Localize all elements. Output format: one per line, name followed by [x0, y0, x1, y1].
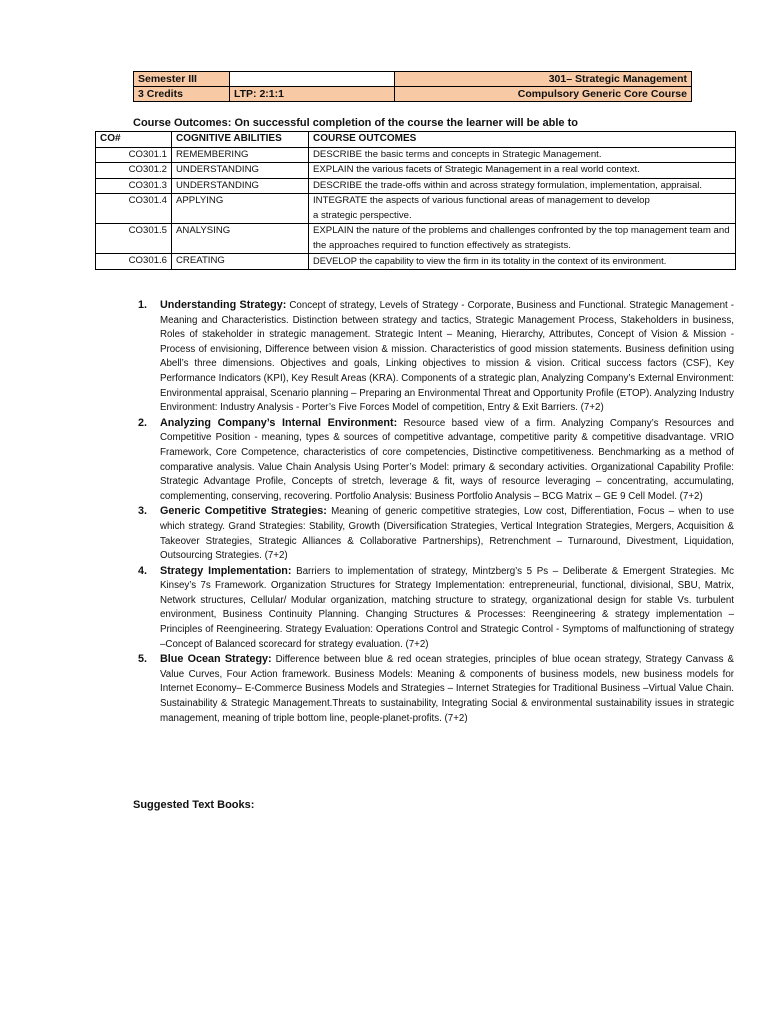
outcomes-header-row [96, 132, 736, 148]
cognitive-ability: UNDERSTANDING [172, 163, 309, 179]
course-outcome: DEVELOP the capability to view the firm in its totality in the context of its environment. [309, 254, 736, 270]
co-number: CO301.4 [96, 194, 172, 224]
semester-cell: Semester III [134, 72, 230, 87]
syllabus-units-list [138, 298, 734, 726]
course-outcome: DESCRIBE the trade-offs within and across strategy formulation, implementation, appraisal. [309, 178, 736, 194]
course-outcomes-table [95, 131, 736, 270]
course-title-cell: 301– Strategic Management [395, 72, 692, 87]
unit-title: Strategy Implementation: [160, 564, 292, 577]
suggested-books-heading: Suggested Text Books: [133, 799, 255, 811]
cognitive-ability: CREATING [172, 254, 309, 270]
col-header-outcome: COURSE OUTCOMES [309, 132, 736, 148]
unit-text: Meaning of generic competitive strategies, Low cost, Differentiation, Focus – when to use which strategy. Grand Strategies: Stability, Growth (Diversification Strategies, Vertical Integration Strategies, Mergers, Acquisition & Takeover Strategies, Strategic Alliances & Collaborative Partnerships), Retrenchment – Turnaround, Divestment, Liquidation, Outsourcing Strategies. (7+2) [160, 506, 734, 562]
unit-title: Understanding Strategy: [160, 299, 287, 311]
cognitive-ability: UNDERSTANDING [172, 178, 309, 194]
course-outcome: DESCRIBE the basic terms and concepts in Strategic Management. [309, 147, 736, 163]
ltp-cell: LTP: 2:1:1 [230, 87, 395, 102]
col-header-ability: COGNITIVE ABILITIES [172, 132, 309, 148]
table-row [96, 178, 736, 194]
course-outcome: EXPLAIN the various facets of Strategic Management in a real world context. [309, 163, 736, 179]
unit-number: 1. [138, 299, 148, 311]
list-item [138, 504, 734, 563]
col-header-co: CO# [96, 132, 172, 148]
unit-text: Difference between blue & red ocean strategies, principles of blue ocean strategy, Strategy Canvass & Value Curves, Four Action framework. Business Models: Meaning & components of business models, new business models for Internet Economy– E-Commerce Business Models and Strategies – Internet Strategies for Traditional Business –Virtual Value Chain. Sustainability & Strategic Management.Threats to sustainability, Integrating Social & environmental sustainability issues in strategic management, meaning of triple bottom line, people-planet-profits. (7+2) [160, 654, 734, 724]
unit-title: Blue Ocean Strategy: [160, 653, 272, 666]
unit-title: Generic Competitive Strategies: [160, 505, 327, 518]
list-item [138, 298, 734, 416]
unit-text: Resource based view of a firm. Analyzing Company’s Resources and Competitive Position - meaning, types & sources of competitive advantage, competitive parity & competitive disadvantage. VRIO Framework, Core Competence, characteristics of core competencies, Distinctive competitiveness. Benchmarking as a method of comparative analysis. Value Chain Analysis Using Porter’s Model: primary & secondary activities. Organizational Capability Profile: Strategic Advantage Profile, Concepts of stretch, leverage & fit, ways of resource leveraging – concentrating, accumulating, complementing, conserving, recovering. Portfolio Analysis: Business Portfolio Analysis – BCG Matrix – GE 9 Cell Model. (7+2) [160, 417, 734, 502]
table-row [96, 194, 736, 224]
cognitive-ability: REMEMBERING [172, 147, 309, 163]
course-outcome: INTEGRATE the aspects of various functional areas of management to develop a strategic perspective. [309, 194, 736, 224]
unit-title: Analyzing Company’s Internal Environment: [160, 416, 398, 429]
table-row [96, 224, 736, 254]
table-row [96, 163, 736, 179]
course-header-table [133, 71, 692, 102]
co-number: CO301.6 [96, 254, 172, 270]
cognitive-ability: ANALYSING [172, 224, 309, 254]
co-number: CO301.2 [96, 163, 172, 179]
table-row [96, 254, 736, 270]
unit-text: Barriers to implementation of strategy, Mintzberg’s 5 Ps – Deliberate & Emergent Strategies. Mc Kinsey’s 7s Framework. Organization Structures for Strategy Implementation: entrepreneurial, functional, divisional, SBU, Matrix, Network structures, Cellular/ Modular organization, matching structure to strategy, organizational design for stable Vs. turbulent environment, Business Continuity Planning. Changing Structures & Processes: Reengineering & strategy implementation – Principles of Reengineering. Strategy Evaluation: Operations Control and Strategic Control - Symptoms of malfunctioning of strategy –Concept of Balanced scorecard for strategy evaluation. (7+2) [160, 565, 735, 650]
list-item [138, 652, 734, 726]
header-row-2 [134, 87, 692, 102]
header-empty-cell [230, 72, 395, 87]
credits-cell: 3 Credits [134, 87, 230, 102]
unit-text: Concept of strategy, Levels of Strategy - Corporate, Business and Functional. Strategic Management - Meaning and Characteristics. Distinction between strategy and tactics, Strategic Management Process, Stakeholders in business, Roles of stakeholder in strategic management. Strategic Intent – Meaning, Hierarchy, Attributes, Concept of Vision & Mission - Process of envisioning, Difference between vision & mission. Characteristics of good mission statements. Business definition using Abell’s three dimensions. Objectives and goals, Linking objectives to mission & vision. Critical success factors (CSF), Key Performance Indicators (KPI), Key Result Areas (KRA). Components of a strategic plan, Analyzing Company’s External Environment: Environmental appraisal, Scenario planning – Preparing an Environmental Threat and Opportunity Profile (ETOP). Analyzing Industry Environment: Industry Analysis - Porter’s Five Forces Model of competition, Entry & Exit Barriers. (7+2) [160, 300, 735, 414]
unit-number: 2. [138, 416, 148, 429]
outcomes-intro: Course Outcomes: On successful completion of the course the learner will be able to [133, 117, 578, 129]
co-number: CO301.5 [96, 224, 172, 254]
header-row-1 [134, 72, 692, 87]
unit-number: 4. [138, 564, 148, 577]
unit-number: 3. [138, 505, 148, 518]
co-number: CO301.3 [96, 178, 172, 194]
course-outcome: EXPLAIN the nature of the problems and challenges confronted by the top management team and the approaches required to function effectively as strategists. [309, 224, 736, 254]
co-number: CO301.1 [96, 147, 172, 163]
table-row [96, 147, 736, 163]
course-type-cell: Compulsory Generic Core Course [395, 87, 692, 102]
unit-number: 5. [138, 653, 148, 666]
cognitive-ability: APPLYING [172, 194, 309, 224]
list-item [138, 416, 734, 505]
list-item [138, 564, 734, 653]
